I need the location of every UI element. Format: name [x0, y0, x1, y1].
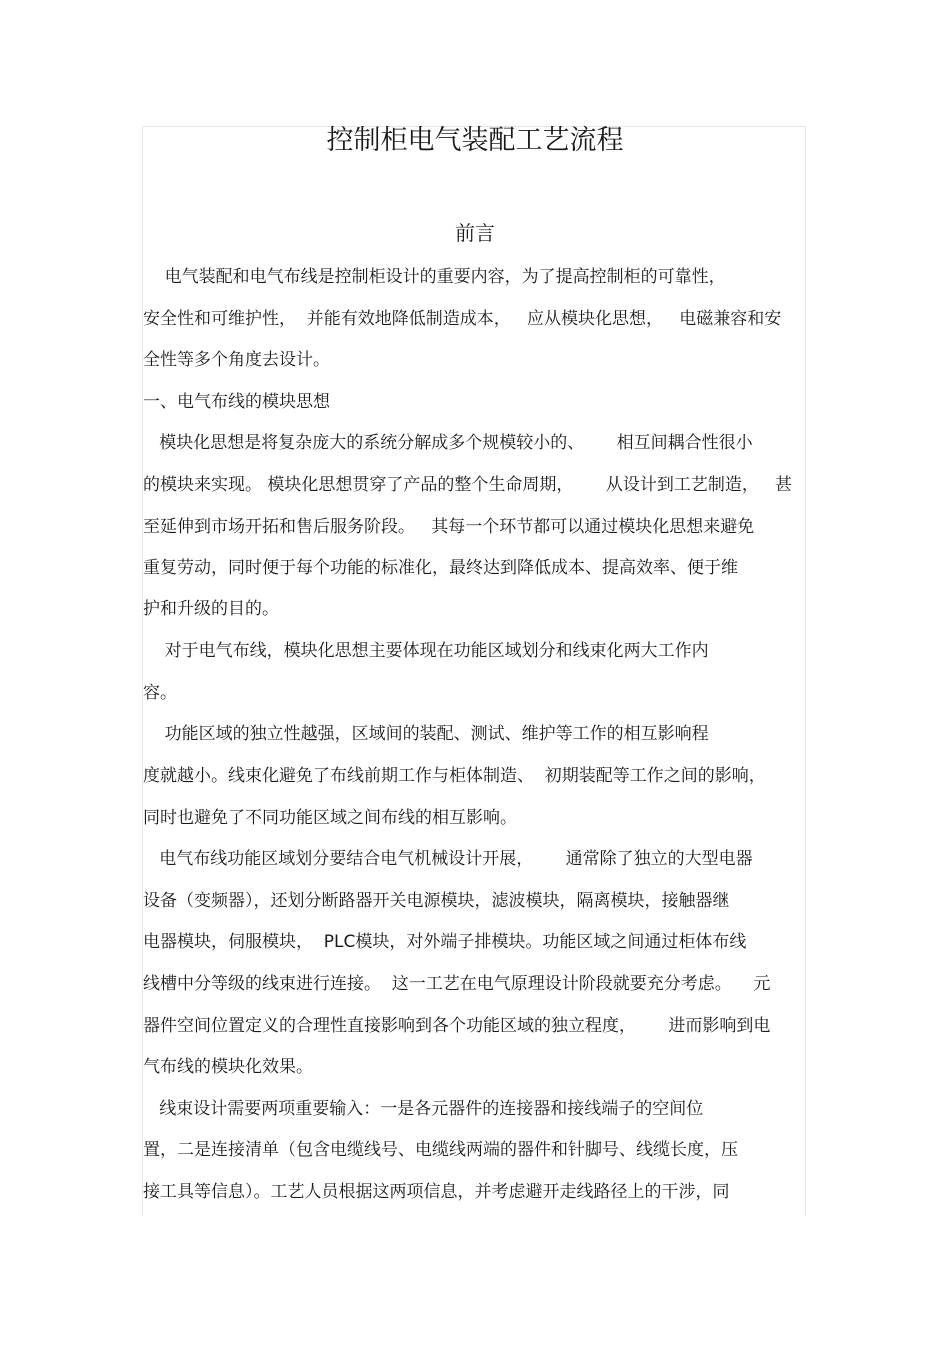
body-line: 接工具等信息）。工艺人员根据这两项信息，并考虑避开走线路径上的干涉，同	[143, 1182, 730, 1202]
body-line: 设备（变频器），还划分断路器开关电源模块，滤波模块，隔离模块，接触器继	[143, 891, 730, 911]
body-line: 模块化思想是将复杂庞大的系统分解成多个规模较小的、 相互间耦合性很小	[143, 433, 753, 453]
body-line: 器件空间位置定义的合理性直接影响到各个功能区域的独立程度， 进而影响到电	[143, 1016, 771, 1036]
page-border	[142, 126, 806, 1216]
body-line: 安全性和可维护性， 并能有效地降低制造成本， 应从模块化思想， 电磁兼容和安	[143, 309, 782, 329]
body-line: 重复劳动，同时便于每个功能的标准化，最终达到降低成本、提高效率、便于维	[143, 558, 738, 578]
body-line: 容。	[143, 683, 177, 703]
body-line: 电器模块，伺服模块， PLC模块，对外端子排模块。功能区域之间通过柜体布线	[143, 932, 747, 952]
preface-heading: 前言	[455, 221, 495, 245]
body-line: 度就越小。线束化避免了布线前期工作与柜体制造、 初期装配等工作之间的影响，	[143, 766, 766, 786]
body-line: 电气装配和电气布线是控制柜设计的重要内容，为了提高控制柜的可靠性，	[143, 267, 726, 287]
body-line: 置，二是连接清单（包含电缆线号、电缆线两端的器件和针脚号、线缆长度，压	[143, 1140, 738, 1160]
body-line: 的模块来实现。 模块化思想贯穿了产品的整个生命周期， 从设计到工艺制造， 甚	[143, 475, 793, 495]
body-line: 线槽中分等级的线束进行连接。 这一工艺在电气原理设计阶段就要充分考虑。 元	[143, 974, 771, 994]
body-line: 护和升级的目的。	[143, 599, 279, 619]
body-line: 气布线的模块化效果。	[143, 1057, 313, 1077]
body-line: 对于电气布线，模块化思想主要体现在功能区域划分和线束化两大工作内	[143, 641, 709, 661]
document-title: 控制柜电气装配工艺流程	[326, 125, 624, 156]
body-line: 线束设计需要两项重要输入：一是各元器件的连接器和接线端子的空间位	[143, 1099, 704, 1119]
body-line: 同时也避免了不同功能区域之间布线的相互影响。	[143, 808, 517, 828]
section-heading: 一、电气布线的模块思想	[143, 392, 330, 412]
body-line: 电气布线功能区域划分要结合电气机械设计开展， 通常除了独立的大型电器	[143, 849, 753, 869]
body-line: 功能区域的独立性越强，区域间的装配、测试、维护等工作的相互影响程	[143, 724, 709, 744]
body-line: 全性等多个角度去设计。	[143, 350, 330, 370]
body-line: 至延伸到市场开拓和售后服务阶段。 其每一个环节都可以通过模块化思想来避免	[143, 517, 755, 537]
